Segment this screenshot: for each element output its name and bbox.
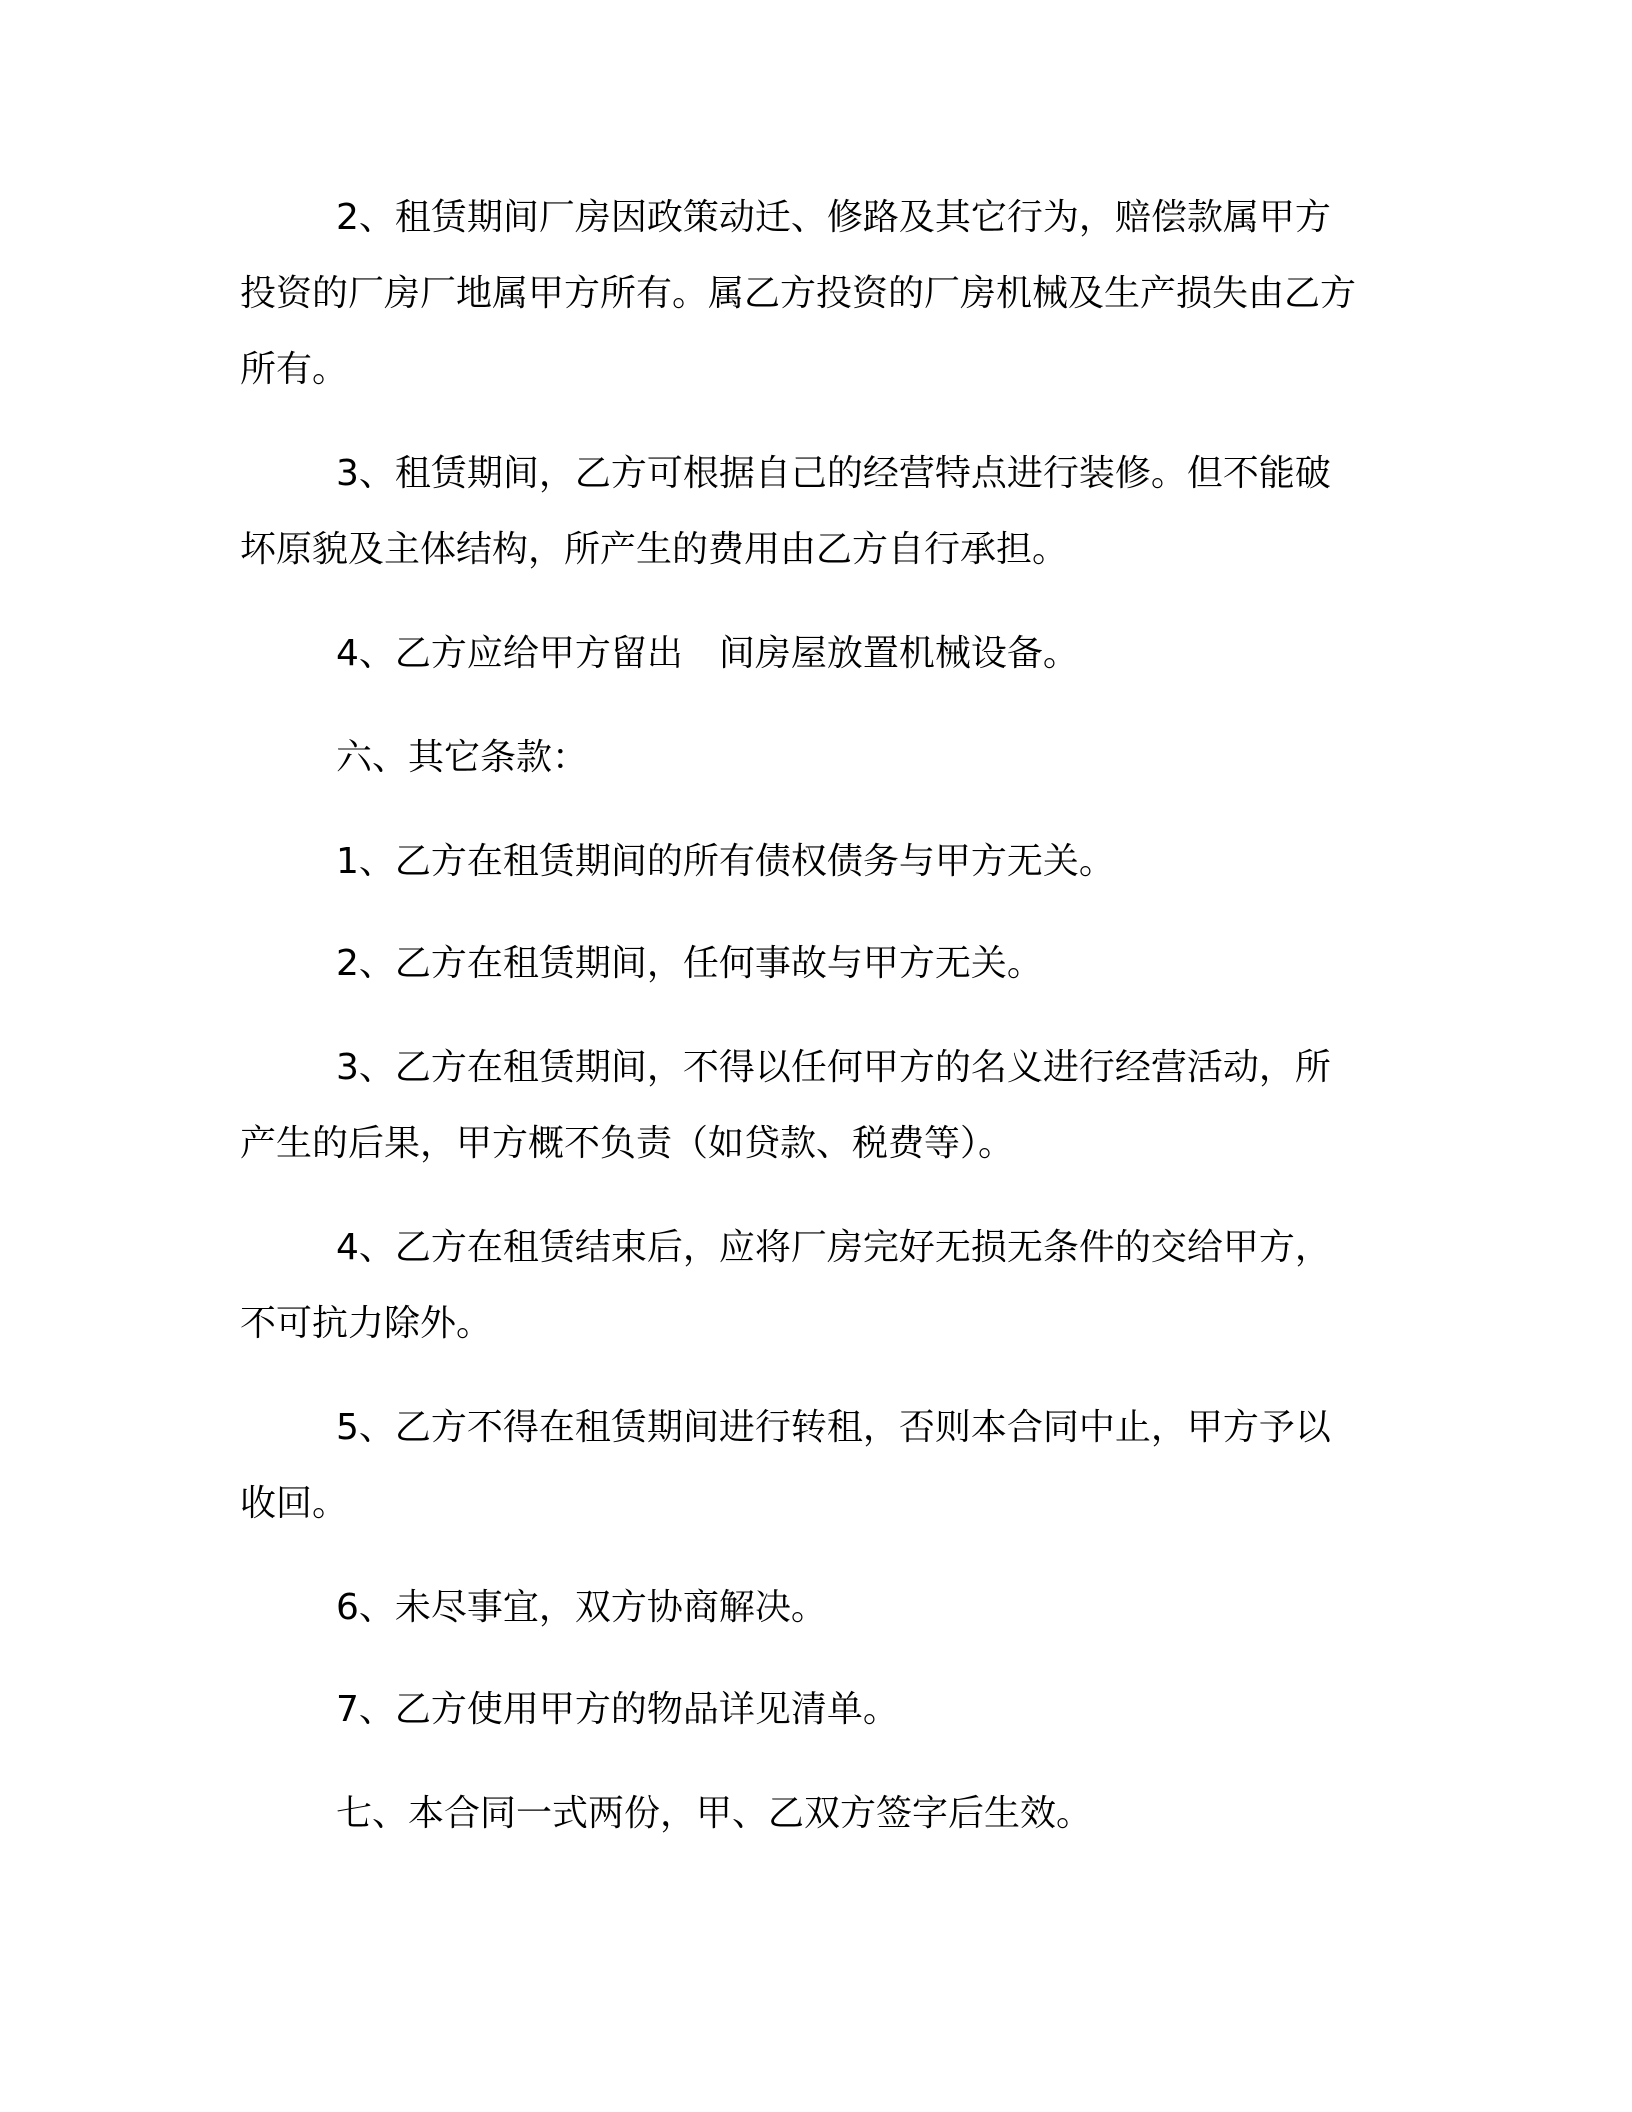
section-six-heading: 六、其它条款：: [336, 737, 589, 778]
section-seven-effective: 七、本合同一式两份，甲、乙双方签字后生效。: [336, 1793, 1093, 1834]
other-clause-1: 1、乙方在租赁期间的所有债权债务与甲方无关。: [336, 841, 1115, 882]
clause-3-renovation: 3、租赁期间，乙方可根据自己的经营特点进行装修。但不能破坏原貌及主体结构，所产生的费用由乙方自行承担。: [240, 453, 1331, 570]
other-clause-6: 6、未尽事宜，双方协商解决。: [336, 1587, 827, 1628]
other-clause-4: 4、乙方在租赁结束后，应将厂房完好无损无条件的交给甲方，不可抗力除外。: [240, 1227, 1331, 1344]
clause-4-reserved-rooms: [240, 616, 1360, 692]
clause-2-compensation: 2、租赁期间厂房因政策动迁、修路及其它行为，赔偿款属甲方投资的厂房厂地属甲方所有。属乙方投资的厂房机械及生产损失由乙方所有。: [240, 197, 1357, 390]
other-clause-5: 5、乙方不得在租赁期间进行转租，否则本合同中止，甲方予以收回。: [240, 1407, 1331, 1524]
clause-4-part-2: 间房屋放置机械设备。: [718, 633, 1079, 674]
other-clause-7: 7、乙方使用甲方的物品详见清单。: [336, 1689, 899, 1730]
other-clause-3: 3、乙方在租赁期间，不得以任何甲方的名义进行经营活动，所产生的后果，甲方概不负责（如贷款、税费等）。: [240, 1047, 1331, 1164]
clause-4-part-1: 4、乙方应给甲方留出: [336, 633, 683, 674]
other-clause-2: 2、乙方在租赁期间，任何事故与甲方无关。: [336, 943, 1043, 984]
